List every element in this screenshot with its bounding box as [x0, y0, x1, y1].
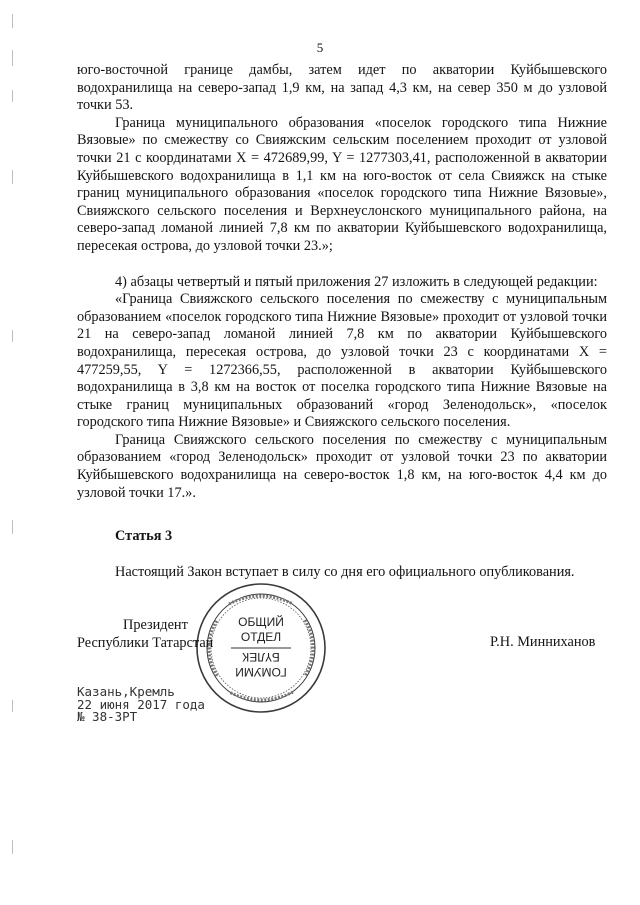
margin-mark: [12, 330, 13, 342]
margin-mark: [12, 90, 13, 102]
stamp-text-line4: ГОМУМИ: [235, 665, 287, 679]
margin-mark: [12, 170, 13, 184]
place-date-block: [77, 686, 205, 724]
official-seal-stamp: [193, 580, 329, 716]
stamp-text-line3: БҮЛЕК: [242, 650, 280, 664]
paragraph-amendment-item: 4) абзацы четвертый и пятый приложения 27 изложить в следующей редакции:: [115, 273, 598, 290]
law-number-line: № 38-ЗРТ: [77, 709, 138, 724]
article-text: Настоящий Закон вступает в силу со дня его официального опубликования.: [115, 563, 575, 580]
paragraph-boundary-zelenodolsk: Граница Свияжского сельского поселения по смежеству с муниципальным образованием «город Зеленодольск» проходит от узловой точки 23 по акватории Куйбышевского водохранилища на северо-восток 1,8 км, на юго-восток 4,4 км до узловой точки 17.».: [77, 431, 607, 501]
margin-mark: [12, 520, 13, 534]
signatory-title-line1: Президент: [123, 617, 188, 633]
margin-mark: [12, 840, 13, 854]
place-line: Казань,Кремль: [77, 684, 175, 699]
paragraph-boundary-sviyazhsk: «Граница Свияжского сельского поселения по смежеству с муниципальным образованием «поселок городского типа Нижние Вязовые» проходит от узловой точки 21 на северо-запад ломаной линией 7,8 км по акватории Куйбышевского водохранилища, пересекая острова, до узловой точки 23 с координатами X = 477259,55, Y = 1272366,55, расположенной в акватории Куйбышевского водохранилища в 3,8 км на восток от поселка городского типа Нижние Вязовые на стыке границ муниципальных образований «город Зеленодольск», «поселок городского типа Нижние Вязовые» и Свияжского сельского поселения.: [77, 291, 607, 431]
signatory-title-line2: Республики Татарстан: [77, 635, 214, 651]
page-number: 5: [316, 40, 324, 55]
paragraph-continuation: юго-восточной границе дамбы, затем идет по акватории Куйбышевского водохранилища на северо-запад 1,9 км, на запад 4,3 км, на север 350 м до узловой точки 53.: [77, 62, 607, 114]
stamp-text-line2: ОТДЕЛ: [240, 630, 282, 644]
document-body: [77, 62, 607, 581]
stamp-text-line1: ОБЩИЙ: [238, 615, 284, 629]
date-line: 22 июня 2017 года: [77, 696, 205, 712]
paragraph-boundary-vyazovye: Граница муниципального образования «поселок городского типа Нижние Вязовые» по смежеству со Свияжским сельским поселением проходит от узловой точки 21 с координатами X = 472689,99, Y = 1277303,41, расположенной в акватории Куйбышевского водохранилища в 1,1 км на юго-восток от села Свияжск на стыке границ муниципального образования «поселок городского типа Нижние Вязовые», Свияжского сельского поселения и Верхнеуслонского муниципального района, на северо-запад ломаной линией 7,8 км по акватории Куйбышевского водохранилища, пересекая острова, до узловой точки 23.»;: [77, 114, 607, 254]
margin-mark: [12, 700, 13, 712]
signatory-title: [77, 616, 213, 652]
margin-mark: [12, 14, 13, 28]
signatory-name: Р.Н. Минниханов: [490, 634, 596, 650]
article-heading: Статья 3: [115, 528, 173, 545]
